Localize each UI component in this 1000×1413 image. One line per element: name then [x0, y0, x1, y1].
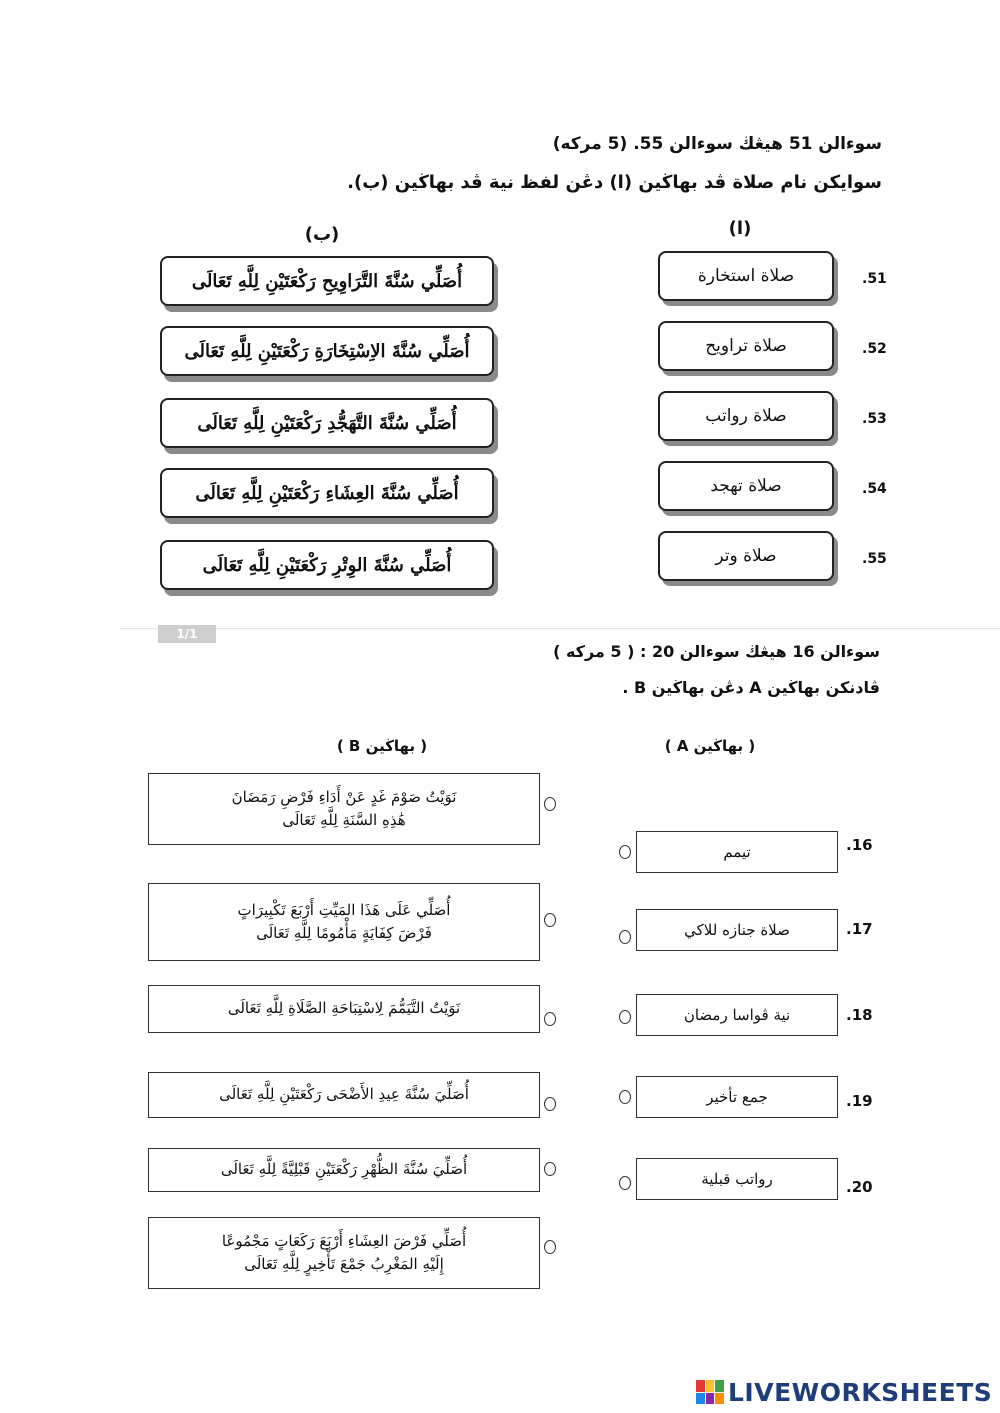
- section2-answer-6: أُصَلِّي فَرْضَ العِشَاءِ أَرْبَعَ رَكَعَاتٍ مَجْمُوعًا إِلَيْهِ المَغْرِبُ جَمْعَ تَأْخِيرٍ لِلَّهِ تَعَالَى: [148, 1217, 540, 1289]
- section1-instruction: سوايكن نام صلاة ڤد بهاڬين (ا) دڠن لفظ نية ڤد بهاڬين (ب).: [347, 172, 882, 193]
- answer-connector-dot-5[interactable]: [544, 1162, 556, 1176]
- section1-answer-2[interactable]: أُصَلِّي سُنَّةَ الاِسْتِخَارَةِ رَكْعَتَيْنِ لِلَّهِ تَعَالَى: [160, 326, 494, 376]
- section2-answer-3: نَوَيْتُ التَّيَمُّمَ لِاسْتِبَاحَةِ الصَّلَاةِ لِلَّهِ تَعَالَى: [148, 985, 540, 1033]
- logo-tile-3: [715, 1380, 724, 1392]
- section1-question-54: صلاة تهجد: [658, 461, 834, 511]
- section1-answer-3[interactable]: أُصَلِّي سُنَّةَ التَّهَجُّدِ رَكْعَتَيْنِ لِلَّهِ تَعَالَى: [160, 398, 494, 448]
- section2-question-18: نية ڤواسا رمضان: [636, 994, 838, 1036]
- section2-answer-4: أُصَلِّيَ سُنَّةَ عِيدِ الأَضْحَى رَكْعَتَيْنِ لِلَّهِ تَعَالَى: [148, 1072, 540, 1118]
- section2-column-b-label: ( بهاڬين B ): [336, 737, 428, 755]
- section2-answer-2: أُصَلِّي عَلَى هَذَا المَيِّتِ أَرْبَعَ تَكْبِيرَاتٍ فَرْضَ كِفَايَةٍ مَأْمُومًا لِلَّهِ تَعَالَى: [148, 883, 540, 961]
- section1-number-54: .54: [862, 481, 887, 497]
- section2-instruction: ڤادنكن بهاڬين A دڠن بهاڬين B .: [622, 678, 880, 697]
- liveworksheets-logo-icon: [696, 1380, 724, 1404]
- section2-column-a-label: ( بهاڬين A ): [664, 737, 756, 755]
- logo-tile-2: [706, 1380, 715, 1392]
- section1-number-52: .52: [862, 341, 887, 357]
- connector-dot-17[interactable]: [619, 930, 631, 944]
- section1-number-51: .51: [862, 271, 887, 287]
- section1-answer-4[interactable]: أُصَلِّي سُنَّةَ العِشَاءِ رَكْعَتَيْنِ لِلَّهِ تَعَالَى: [160, 468, 494, 518]
- page-number-badge: 1/1: [158, 625, 216, 643]
- section2-question-20: رواتب قبلية: [636, 1158, 838, 1200]
- section2-number-19: .19: [846, 1092, 873, 1110]
- section1-question-55: صلاة وتر: [658, 531, 834, 581]
- section1-column-b-label: (ب): [304, 224, 340, 245]
- answer-connector-dot-4[interactable]: [544, 1097, 556, 1111]
- connector-dot-20[interactable]: [619, 1176, 631, 1190]
- section2-number-18: .18: [846, 1006, 873, 1024]
- section2-number-17: .17: [846, 920, 873, 938]
- liveworksheets-brand: [696, 1377, 996, 1407]
- logo-tile-6: [715, 1393, 724, 1405]
- connector-dot-16[interactable]: [619, 845, 631, 859]
- section1-number-53: .53: [862, 411, 887, 427]
- logo-tile-4: [696, 1393, 705, 1405]
- section2-number-20: .20: [846, 1178, 873, 1196]
- section2-question-16: تيمم: [636, 831, 838, 873]
- section1-column-a-label: (ا): [728, 218, 752, 239]
- connector-dot-19[interactable]: [619, 1090, 631, 1104]
- liveworksheets-wordmark: LIVEWORKSHEETS: [728, 1377, 993, 1407]
- section1-answer-1[interactable]: أُصَلِّي سُنَّةَ التَّرَاوِيحِ رَكْعَتَيْنِ لِلَّهِ تَعَالَى: [160, 256, 494, 306]
- answer-connector-dot-6[interactable]: [544, 1240, 556, 1254]
- logo-tile-5: [706, 1393, 715, 1405]
- logo-tile-1: [696, 1380, 705, 1392]
- section1-title: سوءالن 51 هيڠڬ سوءالن 55. (5 مركه): [552, 134, 882, 154]
- section2-answer-1: نَوَيْتُ صَوْمَ غَدٍ عَنْ أَدَاءِ فَرْضِ رَمَضَانَ هَٰذِهِ السَّنَةِ لِلَّهِ تَعَالَى: [148, 773, 540, 845]
- section2-title: سوءالن 16 هيڠڬ سوءالن 20 : ( 5 مركه ): [553, 642, 880, 661]
- section2-answer-5: أُصَلِّيَ سُنَّةَ الظُّهْرِ رَكْعَتَيْنِ قَبْلِيَّةً لِلَّهِ تَعَالَى: [148, 1148, 540, 1192]
- answer-connector-dot-1[interactable]: [544, 797, 556, 811]
- section2-question-17: صلاة جنازه للاكي: [636, 909, 838, 951]
- answer-connector-dot-2[interactable]: [544, 913, 556, 927]
- section2-number-16: .16: [846, 836, 873, 854]
- page-fold-divider: [120, 628, 1000, 629]
- section1-question-53: صلاة رواتب: [658, 391, 834, 441]
- section2-question-19: جمع تأخير: [636, 1076, 838, 1118]
- section1-question-51: صلاة استخارة: [658, 251, 834, 301]
- section1-number-55: .55: [862, 551, 887, 567]
- section1-question-52: صلاة تراويح: [658, 321, 834, 371]
- answer-connector-dot-3[interactable]: [544, 1012, 556, 1026]
- section1-answer-5[interactable]: أُصَلِّي سُنَّةَ الوِتْرِ رَكْعَتَيْنِ لِلَّهِ تَعَالَى: [160, 540, 494, 590]
- connector-dot-18[interactable]: [619, 1010, 631, 1024]
